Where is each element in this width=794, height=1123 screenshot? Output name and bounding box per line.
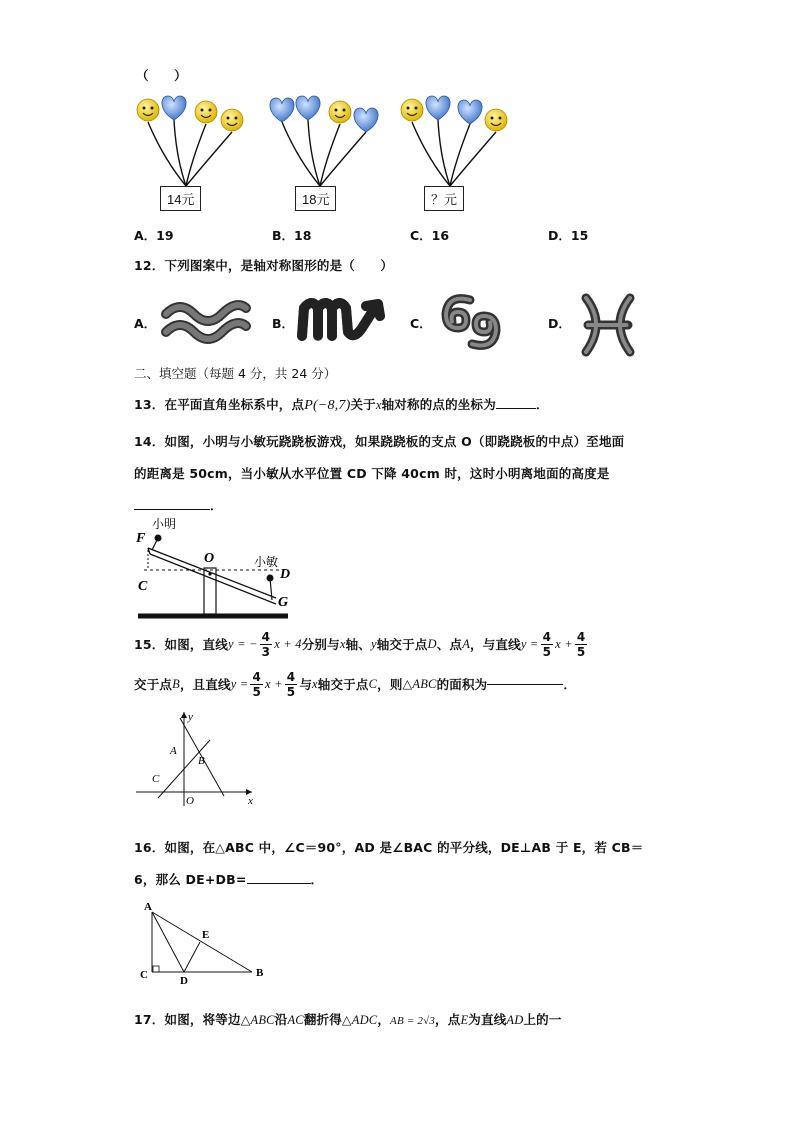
answer-paren: （ ） [136, 68, 187, 83]
q15-line2: 交于点 B ，且直线 y = $\frac{4}{5}$ x + $\frac{4}{5}$ 与 x 轴交于点 C ，则 △ABC 的面积为 ． [134, 669, 577, 699]
label-C: C [138, 579, 148, 594]
label-B: B [256, 967, 264, 979]
heart-balloon-icon [162, 96, 186, 120]
q11-option-d: D．15 [548, 228, 589, 243]
smiley-eye [209, 109, 212, 112]
balloon-string [308, 120, 320, 186]
seesaw-figure [130, 516, 300, 626]
smiley-balloon-icon [221, 109, 243, 131]
answer-blank [247, 883, 311, 884]
q16-line1: 16．如图，在△ABC 中，∠C＝90°，AD 是∠BAC 的平分线，DE⊥AB 于 E，若 CB＝ [134, 840, 644, 855]
label-A: A [144, 901, 152, 913]
smiley-balloon-icon [137, 99, 159, 121]
q12-option-b: B． [272, 316, 295, 331]
answer-blank [487, 684, 563, 685]
scorpio-glyph-icon [296, 292, 396, 344]
smiley-eye [407, 107, 410, 110]
smiley-eye [235, 117, 238, 120]
smiley-eye [227, 117, 230, 120]
smiley-balloon-icon [329, 101, 351, 123]
smiley-balloon-icon [195, 101, 217, 123]
smiley-eye [201, 109, 204, 112]
triangle-figure [140, 898, 270, 990]
label-y: y [188, 711, 193, 723]
price-box-3: ？元 [424, 186, 464, 211]
label-O: O [204, 551, 215, 566]
q14-line3: ． [134, 496, 223, 514]
label-C: C [140, 969, 148, 981]
label-D: D [280, 567, 291, 582]
q11-option-a: A．19 [134, 228, 174, 243]
balloon-string [320, 124, 340, 186]
q13-text: 13．在平面直角坐标系中，点P(−8,7)关于x轴对称的点的坐标为 ． [134, 397, 549, 413]
balloon-string [412, 122, 450, 186]
smiley-balloon-icon [485, 109, 507, 131]
label-C: C [152, 773, 160, 785]
answer-blank [134, 509, 210, 510]
cancer-glyph-icon [436, 288, 506, 356]
label-B: B [198, 755, 205, 767]
q17-text: 17．如图，将等边△ABC沿AC翻折得△ADC，AB = 2√3，点E为直线AD上的一 [134, 1012, 562, 1027]
q12-option-c: C． [410, 316, 432, 331]
q14-line2: 的距离是 50cm，当小敏从水平位置 CD 下降 40cm 时，这时小明离地面的高度是 [134, 466, 610, 481]
label-xiaomin: 小敏 [254, 555, 279, 569]
label-E: E [202, 929, 210, 941]
balloon-string [148, 122, 186, 186]
label-xiaoming: 小明 [152, 517, 177, 531]
smiley-eye [343, 109, 346, 112]
label-x: x [248, 795, 253, 807]
label-D: D [180, 975, 188, 987]
smiley-eye [415, 107, 418, 110]
smiley-eye [143, 107, 146, 110]
balloon-string [174, 120, 186, 186]
heart-balloon-icon [426, 96, 450, 120]
section-heading: 二、填空题（每题 4 分，共 24 分） [134, 366, 337, 381]
balloon-string [438, 120, 450, 186]
q12-text: 12．下列图案中，是轴对称图形的是（ ） [134, 258, 394, 273]
answer-blank [496, 408, 536, 409]
heart-balloon-icon [354, 108, 378, 132]
balloon-string [282, 122, 320, 186]
label-G: G [278, 595, 289, 610]
heart-balloon-icon [270, 98, 294, 122]
price-box-1: 14元 [160, 186, 201, 211]
smiley-eye [499, 117, 502, 120]
q14-line1: 14．如图，小明与小敏玩跷跷板游戏，如果跷跷板的支点 O（即跷跷板的中点）至地面 [134, 434, 625, 449]
q11-option-b: B．18 [272, 228, 312, 243]
q12-option-a: A． [134, 316, 157, 331]
label-O: O [186, 795, 194, 807]
smiley-eye [335, 109, 338, 112]
q15-line1: 15．如图，直线 y = − $\frac{4}{3}$ x + 4 分别与 x 轴、 y 轴交于点 D 、点 A ，与直线 y = $\frac{4}{5}$ x + $\frac{4}{5}$ [134, 629, 586, 659]
smiley-balloon-icon [401, 99, 423, 121]
price-box-2: 18元 [295, 186, 336, 211]
q11-option-c: C．16 [410, 228, 450, 243]
balloon-string [450, 124, 470, 186]
pisces-glyph-icon [578, 290, 638, 360]
label-A: A [170, 745, 177, 757]
label-F: F [136, 531, 146, 546]
heart-balloon-icon [296, 96, 320, 120]
balloon-string [186, 124, 206, 186]
heart-balloon-icon [458, 100, 482, 124]
coordinate-figure [130, 706, 260, 810]
q12-option-d: D． [548, 316, 571, 331]
smiley-eye [151, 107, 154, 110]
q16-line2: 6，那么 DE+DB= ． [134, 872, 324, 887]
smiley-eye [491, 117, 494, 120]
aquarius-glyph-icon [160, 296, 252, 344]
